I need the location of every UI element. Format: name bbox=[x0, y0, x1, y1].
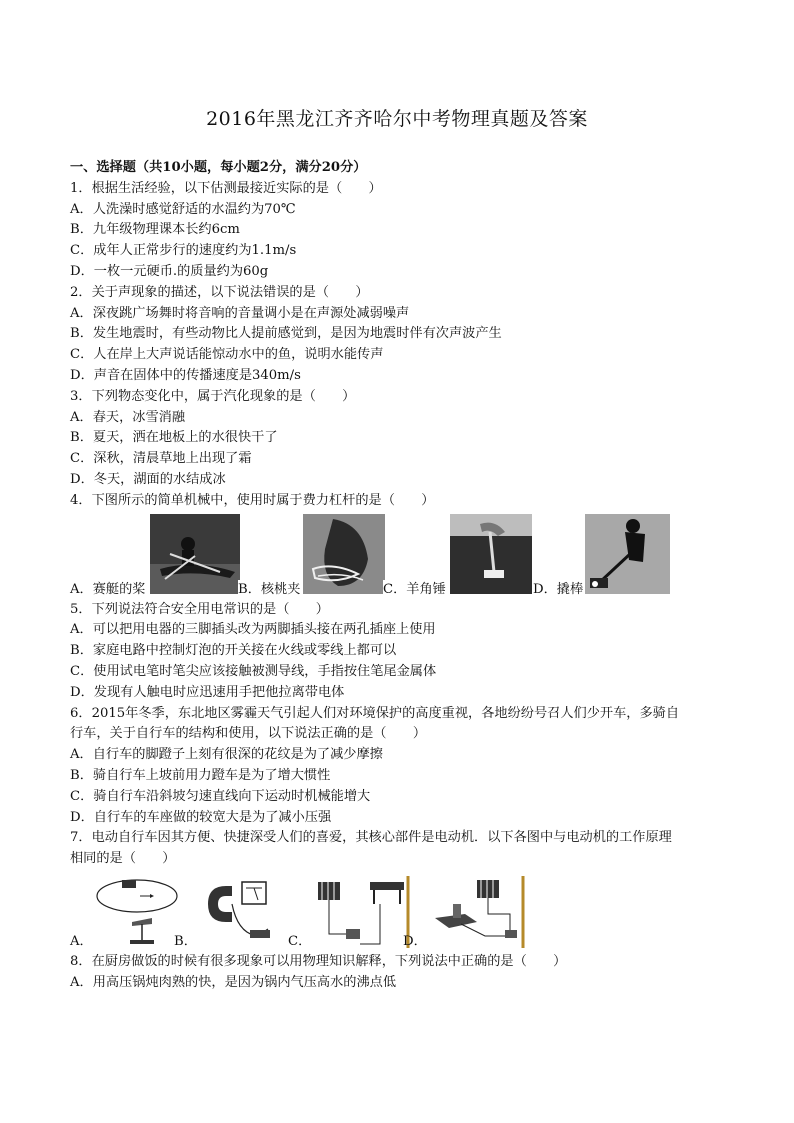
q7-option-b: B． bbox=[174, 933, 197, 949]
q2-option-d: D．声音在固体中的传播速度是340m/s bbox=[70, 367, 301, 383]
page-title: 2016年黑龙江齐齐哈尔中考物理真题及答案 bbox=[206, 108, 588, 130]
q7-option-a: A． bbox=[70, 933, 93, 949]
q7-figure-row bbox=[70, 870, 730, 952]
q4-figure-row bbox=[70, 512, 730, 600]
q3-option-a: A．春天，冰雪消融 bbox=[70, 409, 186, 425]
magnetic-field-diagram bbox=[92, 874, 182, 950]
q8-option-a: A．用高压锅炖肉熟的快，是因为锅内气压高水的沸点低 bbox=[70, 974, 397, 990]
claw-hammer-photo bbox=[450, 514, 532, 594]
q1-stem: 1．根据生活经验，以下估测最接近实际的是（ ） bbox=[70, 180, 382, 196]
q5-stem: 5．下列说法符合安全用电常识的是（ ） bbox=[70, 601, 329, 617]
q4-option-c: C．羊角锤 bbox=[383, 580, 448, 600]
generator-circuit-diagram bbox=[198, 874, 278, 950]
section-heading: 一、选择题（共10小题，每小题2分，满分20分） bbox=[70, 160, 367, 175]
q1-option-a: A．人洗澡时感觉舒适的水温约为70℃ bbox=[70, 201, 296, 217]
motor-circuit-diagram bbox=[425, 874, 525, 950]
q6-option-c: C．骑自行车沿斜坡匀速直线向下运动时机械能增大 bbox=[70, 788, 371, 804]
q6-stem-line2: 行车，关于自行车的结构和使用，以下说法正确的是（ ） bbox=[70, 726, 427, 742]
q6-stem-line1: 6．2015年冬季，东北地区雾霾天气引起人们对环境保护的高度重视，各地纷纷号召人们少开车，多骑自 bbox=[70, 705, 680, 721]
q6-option-a: A．自行车的脚蹬子上刻有很深的花纹是为了减少摩擦 bbox=[70, 747, 383, 763]
q2-stem: 2．关于声现象的描述，以下说法错误的是（ ） bbox=[70, 284, 369, 300]
crowbar-photo bbox=[585, 514, 670, 594]
rowing-oar-photo bbox=[150, 514, 240, 594]
q4-option-d: D．撬棒 bbox=[533, 580, 585, 600]
q5-option-a: A．可以把用电器的三脚插头改为两脚插头接在两孔插座上使用 bbox=[70, 622, 436, 638]
electromagnet-circuit-diagram bbox=[310, 874, 410, 950]
q2-option-b: B．发生地震时，有些动物比人提前感觉到，是因为地震时伴有次声波产生 bbox=[70, 326, 502, 342]
q3-option-d: D．冬天，湖面的水结成冰 bbox=[70, 471, 226, 487]
q1-option-d: D．一枚一元硬币.的质量约为60g bbox=[70, 263, 269, 279]
q3-option-b: B．夏天，洒在地板上的水很快干了 bbox=[70, 430, 278, 446]
q7-stem-line2: 相同的是（ ） bbox=[70, 851, 176, 867]
q1-option-b: B．九年级物理课本长约6cm bbox=[70, 222, 240, 238]
q5-option-c: C．使用试电笔时笔尖应该接触被测导线，手指按住笔尾金属体 bbox=[70, 663, 437, 679]
q3-option-c: C．深秋，清晨草地上出现了霜 bbox=[70, 451, 252, 467]
q2-option-a: A．深夜跳广场舞时将音响的音量调小是在声源处减弱噪声 bbox=[70, 305, 410, 321]
q5-option-d: D．发现有人触电时应迅速用手把他拉离带电体 bbox=[70, 684, 345, 700]
q4-option-b: B．核桃夹 bbox=[238, 580, 302, 600]
nutcracker-photo bbox=[303, 514, 385, 594]
q2-option-c: C．人在岸上大声说话能惊动水中的鱼，说明水能传声 bbox=[70, 347, 384, 363]
question-list bbox=[70, 158, 730, 994]
q5-option-b: B．家庭电路中控制灯泡的开关接在火线或零线上都可以 bbox=[70, 643, 397, 659]
q8-stem: 8．在厨房做饭的时候有很多现象可以用物理知识解释，下列说法中正确的是（ ） bbox=[70, 953, 567, 969]
q4-stem: 4．下图所示的简单机械中，使用时属于费力杠杆的是（ ） bbox=[70, 492, 435, 508]
q6-option-b: B．骑自行车上坡前用力蹬车是为了增大惯性 bbox=[70, 767, 331, 783]
q7-option-c: C． bbox=[288, 933, 312, 949]
q7-option-d: D． bbox=[403, 933, 427, 949]
q3-stem: 3．下列物态变化中，属于汽化现象的是（ ） bbox=[70, 388, 356, 404]
q1-option-c: C．成年人正常步行的速度约为1.1m/s bbox=[70, 243, 297, 259]
q6-option-d: D．自行车的车座做的较宽大是为了减小压强 bbox=[70, 809, 332, 825]
q4-option-a: A．赛艇的桨 bbox=[70, 580, 147, 600]
q7-stem-line1: 7．电动自行车因其方便、快捷深受人们的喜爱，其核心部件是电动机．以下各图中与电动机的工作原理 bbox=[70, 830, 672, 846]
